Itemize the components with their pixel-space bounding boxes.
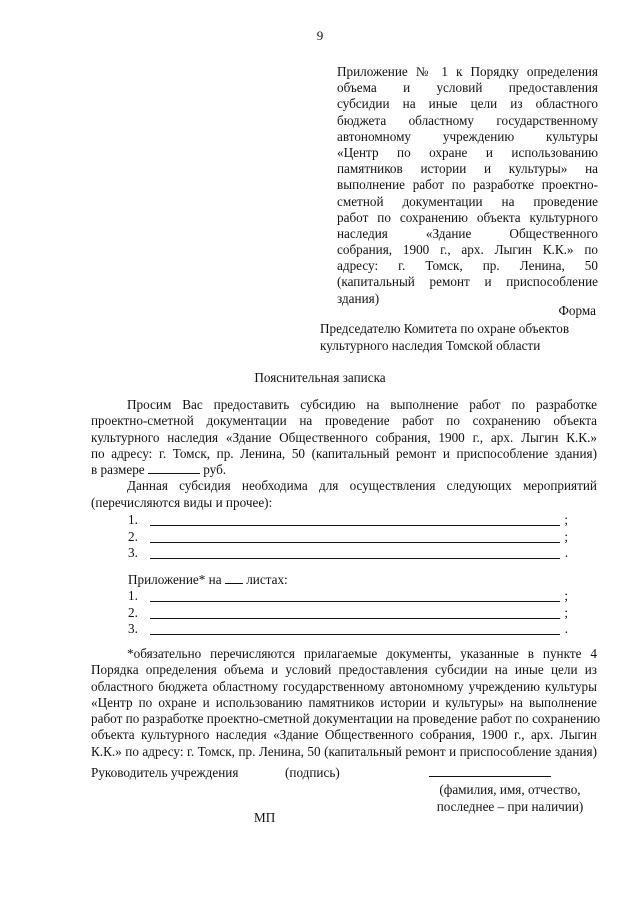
list-number: 2. [128,604,138,620]
fill-line[interactable] [150,542,560,543]
addressee-line: культурного наследия Томской области [320,338,541,353]
appendix-line: субсидии на иные цели из областного [337,96,598,112]
request-line: проектно-сметной документации на проведение работ по сохранению объекта [91,413,597,429]
addressee [320,320,610,354]
form-label: Форма [558,303,596,318]
signature-hint: (подпись) [285,765,340,780]
appendix-line: «Центр по охране и использованию [337,144,598,160]
appendix-line: Приложение № 1 к Порядку определения [337,64,598,79]
footnote-line: работ по разработке проектно-сметной документации на проведение работ по сохранению [91,711,601,727]
list-punct: ; [564,512,568,527]
name-hint-line: последнее – при наличии) [436,799,584,814]
name-fill-line[interactable] [429,776,551,777]
list-item [128,545,568,562]
appendix-line: адресу: г. Томск, пр. Ленина, 50 [337,258,598,274]
list-item [128,621,568,638]
name-hint [405,781,615,815]
position-label: Руководитель учреждения [91,765,239,780]
footnote-line: объекта культурного наследия «Здание Общественного собрания, 1900 г., арх. Лыгин [91,727,597,743]
appendix-line: автономному учреждению культуры [337,128,598,144]
appendix-line: бюджета областному государственному [337,112,598,128]
list-number: 1. [128,588,138,603]
fill-line[interactable] [150,618,560,619]
attachment-suffix: листах: [246,572,288,587]
footnote-line: Порядка определения объема и условий предоставления субсидии на иные цели из [91,662,597,678]
footnote-line: областного бюджета областному государственному автономному учреждению культуры [91,678,597,694]
page-number: 9 [316,28,324,43]
list-punct: . [564,621,568,637]
amount-blank[interactable] [148,462,200,474]
fill-line[interactable] [150,634,560,635]
appendix-line: наследия «Здание Общественного [337,225,598,241]
list-number: 2. [128,528,138,544]
stamp-placeholder: МП [254,810,276,825]
appendix-line: собрания, 1900 г., арх. Лыгин К.К.» по [337,242,598,258]
fill-line[interactable] [150,601,560,602]
appendix-line: здания) [337,290,380,306]
appendix-line: выполнение работ по разработке проектно- [337,177,598,193]
appendix-line: памятников истории и культуры» на [337,161,598,177]
amount-line [91,462,597,478]
request-paragraph [91,397,597,511]
fill-line[interactable] [150,525,560,526]
addressee-line: Председателю Комитета по охране объектов [320,321,570,336]
attachment-prefix: Приложение* на [128,572,222,587]
appendix-line: объема и условий предоставления [337,80,598,96]
appendix-line: работ по сохранению объекта культурного [337,209,598,225]
attachment-label [128,572,288,588]
appendix-line: (капитальный ремонт и приспособление [337,274,598,290]
list-punct: ; [564,588,568,603]
purpose-line: (перечисляются виды и прочее): [91,494,273,510]
list-punct: . [564,545,568,561]
list-punct: ; [564,528,568,544]
purpose-line: Данная субсидия необходима для осуществления следующих мероприятий [127,478,597,494]
list-number: 3. [128,621,138,637]
attachment-list [128,588,568,638]
request-line: по адресу: г. Томск, пр. Ленина, 50 (капитальный ремонт и приспособление здания) [91,445,597,461]
fill-line[interactable] [150,558,560,559]
footnote-line: «Центр по охране и использованию памятников истории и культуры» на выполнение [91,694,597,710]
purpose-list [128,512,568,562]
list-item [128,605,568,622]
list-punct: ; [564,604,568,620]
footnote-line: К.К.» по адресу: г. Томск, пр. Ленина, 50 (капитальный ремонт и приспособление здания) [91,743,597,759]
name-hint-line: (фамилия, имя, отчество, [439,782,581,797]
sheets-blank[interactable] [225,572,243,584]
amount-prefix: в размере [91,462,145,478]
appendix-header [337,64,598,307]
footnote-line: *обязательно перечисляются прилагаемые документы, указанные в пункте 4 [127,646,597,661]
list-item [128,588,568,605]
list-item [128,512,568,529]
list-number: 1. [128,512,138,527]
footnote [91,646,601,760]
appendix-line: сметной документации на проведение [337,193,598,209]
amount-suffix: руб. [203,462,227,478]
list-number: 3. [128,545,138,561]
request-line: Просим Вас предоставить субсидию на выполнение работ по разработке [127,397,597,412]
document-title: Пояснительная записка [254,370,386,385]
list-item [128,529,568,546]
request-line: культурного наследия «Здание Общественного собрания, 1900 г., арх. Лыгин К.К.» [91,429,597,445]
